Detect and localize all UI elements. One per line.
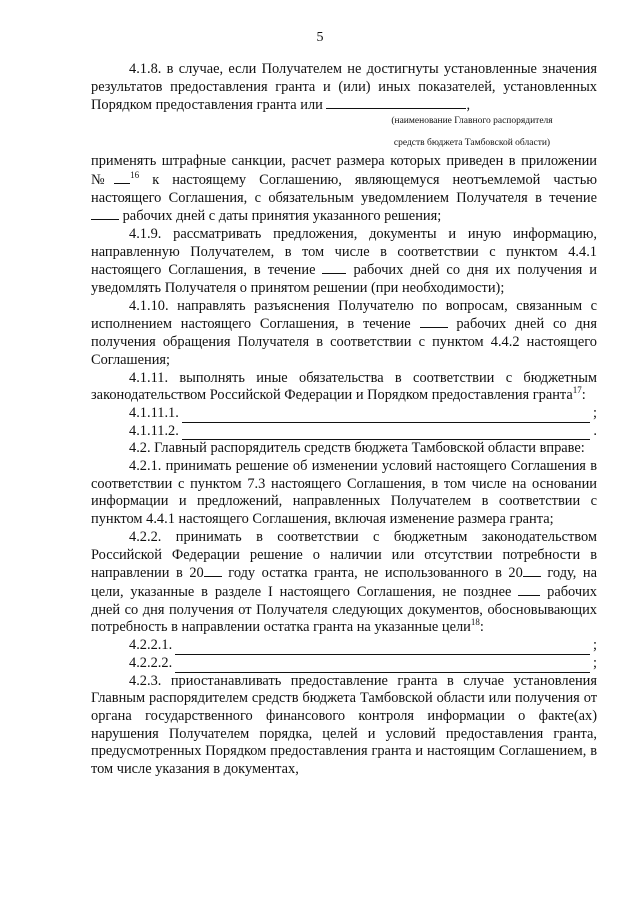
- blank-days-418: [91, 207, 119, 220]
- page-number: 5: [316, 30, 324, 45]
- p4111-text: 4.1.11. выполнять иные обязательства в соответствии с бюджетным законодательством Российской Федерации и Порядком предоставления гранта: [91, 369, 597, 404]
- blank-days-419: [322, 261, 346, 274]
- item-4-1-11-1: [91, 405, 597, 423]
- caption-line-1: (наименование Главного распорядителя: [391, 116, 553, 127]
- p419-text-b: рабочих дней со дня их получения и уведомлять Получателя о принятом решении (при необходимости);: [91, 262, 597, 297]
- p419-text-a: 4.1.9. рассматривать предложения, документы и иную информацию, направленную Получателем, в том числе в соответствии с пунктом 4.4.1 настоящего Соглашения, в течение: [91, 225, 597, 279]
- item-4-1-11-2-end: .: [593, 422, 597, 439]
- p418-text-b3: рабочих дней с даты принятия указанного решения;: [122, 208, 442, 225]
- item-4-1-11-1-label: 4.1.11.1.: [129, 404, 179, 421]
- blank-days-4110: [420, 315, 448, 328]
- paragraph-4-2-1: 4.2.1. принимать решение об изменении условий настоящего Соглашения в соответствии с пунктом 7.3 настоящего Соглашения, в том числе на основании информации и предложений, направленных Получателем в соответствии с пунктом 4.4.1 настоящего Соглашения, включая изменение размера гранта;: [91, 458, 597, 528]
- blank-days-422: [518, 583, 540, 596]
- item-4-2-2-2-blank: [175, 660, 590, 673]
- paragraph-4-1-11: [91, 370, 597, 405]
- p4110-text-a: 4.1.10. направлять разъяснения Получателю по вопросам, связанным с исполнением настоящего Соглашения, в течение: [91, 297, 597, 333]
- p422-text-d: рабочих дней со дня получения от Получателя следующих документов, обосновывающих потребность в направлении остатка гранта на указанные цели: [91, 583, 597, 636]
- p418-text-a: 4.1.8. в случае, если Получателем не достигнуты установленные значения результатов предоставления гранта и (или) иных показателей, установленных Порядком предоставления гранта или: [91, 61, 597, 114]
- p422-text-a: 4.2.2. принимать в соответствии с бюджетным законодательством Российской Федерации решение о наличии или отсутствии потребности в направлении в 20: [91, 528, 597, 582]
- item-4-1-11-1-end: ;: [593, 404, 597, 421]
- paragraph-4-2-2: [91, 529, 597, 637]
- footnote-16: 16: [130, 170, 140, 181]
- p418-punct: ,: [466, 97, 471, 114]
- paragraph-4-1-8: [91, 61, 597, 115]
- footnote-18: 18: [470, 617, 480, 628]
- p422-colon: :: [479, 619, 484, 636]
- item-4-2-2-2-end: ;: [593, 654, 597, 671]
- paragraph-4-2-3: 4.2.3. приостанавливать предоставление гранта в случае установления Главным распорядителем средств бюджета Тамбовской области или получения от органа государственного финансового контроля информации о факте(ах) нарушения Получателем порядка, целей и условий предоставления гранта, предусмотренных Порядком предоставления гранта и настоящим Соглашением, в том числе указания в документах,: [91, 672, 597, 778]
- p422-text-b: году остатка гранта, не использованного в 20: [221, 565, 523, 582]
- paragraph-4-1-8-cont: [91, 153, 597, 226]
- paragraph-4-1-10: [91, 298, 597, 370]
- p418-text-b2: к настоящему Соглашению, являющемуся неотъемлемой частью настоящего Соглашения, с обязательным уведомлением Получателя в течение: [91, 171, 598, 206]
- item-4-2-2-1: [91, 637, 597, 655]
- paragraph-4-2: 4.2. Главный распорядитель средств бюджета Тамбовской области вправе:: [129, 440, 585, 457]
- p422-text-c: году, на цели, указанные в разделе I настоящего Соглашения, не позднее: [91, 565, 597, 600]
- footnote-17: 17: [572, 385, 582, 396]
- item-4-2-2-2: [91, 655, 597, 673]
- blank-annex-number: [114, 171, 130, 184]
- blank-year-1: [204, 564, 222, 577]
- page-body: [91, 61, 597, 779]
- item-4-2-2-1-blank: [175, 642, 590, 655]
- item-4-1-11-2: [91, 423, 597, 441]
- caption-organ-name: [91, 116, 597, 149]
- p4110-text-b: рабочих дней со дня получения обращения Получателя в соответствии с пунктом 4.4.2 настоящего Соглашения;: [91, 316, 598, 368]
- paragraph-4-1-9: [91, 226, 597, 298]
- blank-year-2: [523, 564, 541, 577]
- p418-text-b1: применять штрафные санкции, расчет размера которых приведен в приложении №: [91, 153, 597, 188]
- item-4-2-2-1-end: ;: [593, 637, 597, 654]
- item-4-1-11-1-blank: [182, 410, 590, 423]
- item-4-2-2-1-label: 4.2.2.1.: [129, 637, 173, 654]
- item-4-2-2-2-label: 4.2.2.2.: [129, 654, 173, 671]
- item-4-1-11-2-label: 4.1.11.2.: [129, 422, 179, 439]
- blank-organ-name: [326, 96, 466, 109]
- p4111-colon: :: [581, 387, 586, 404]
- caption-line-2: средств бюджета Тамбовской области): [393, 138, 551, 149]
- item-4-1-11-2-blank: [182, 427, 591, 440]
